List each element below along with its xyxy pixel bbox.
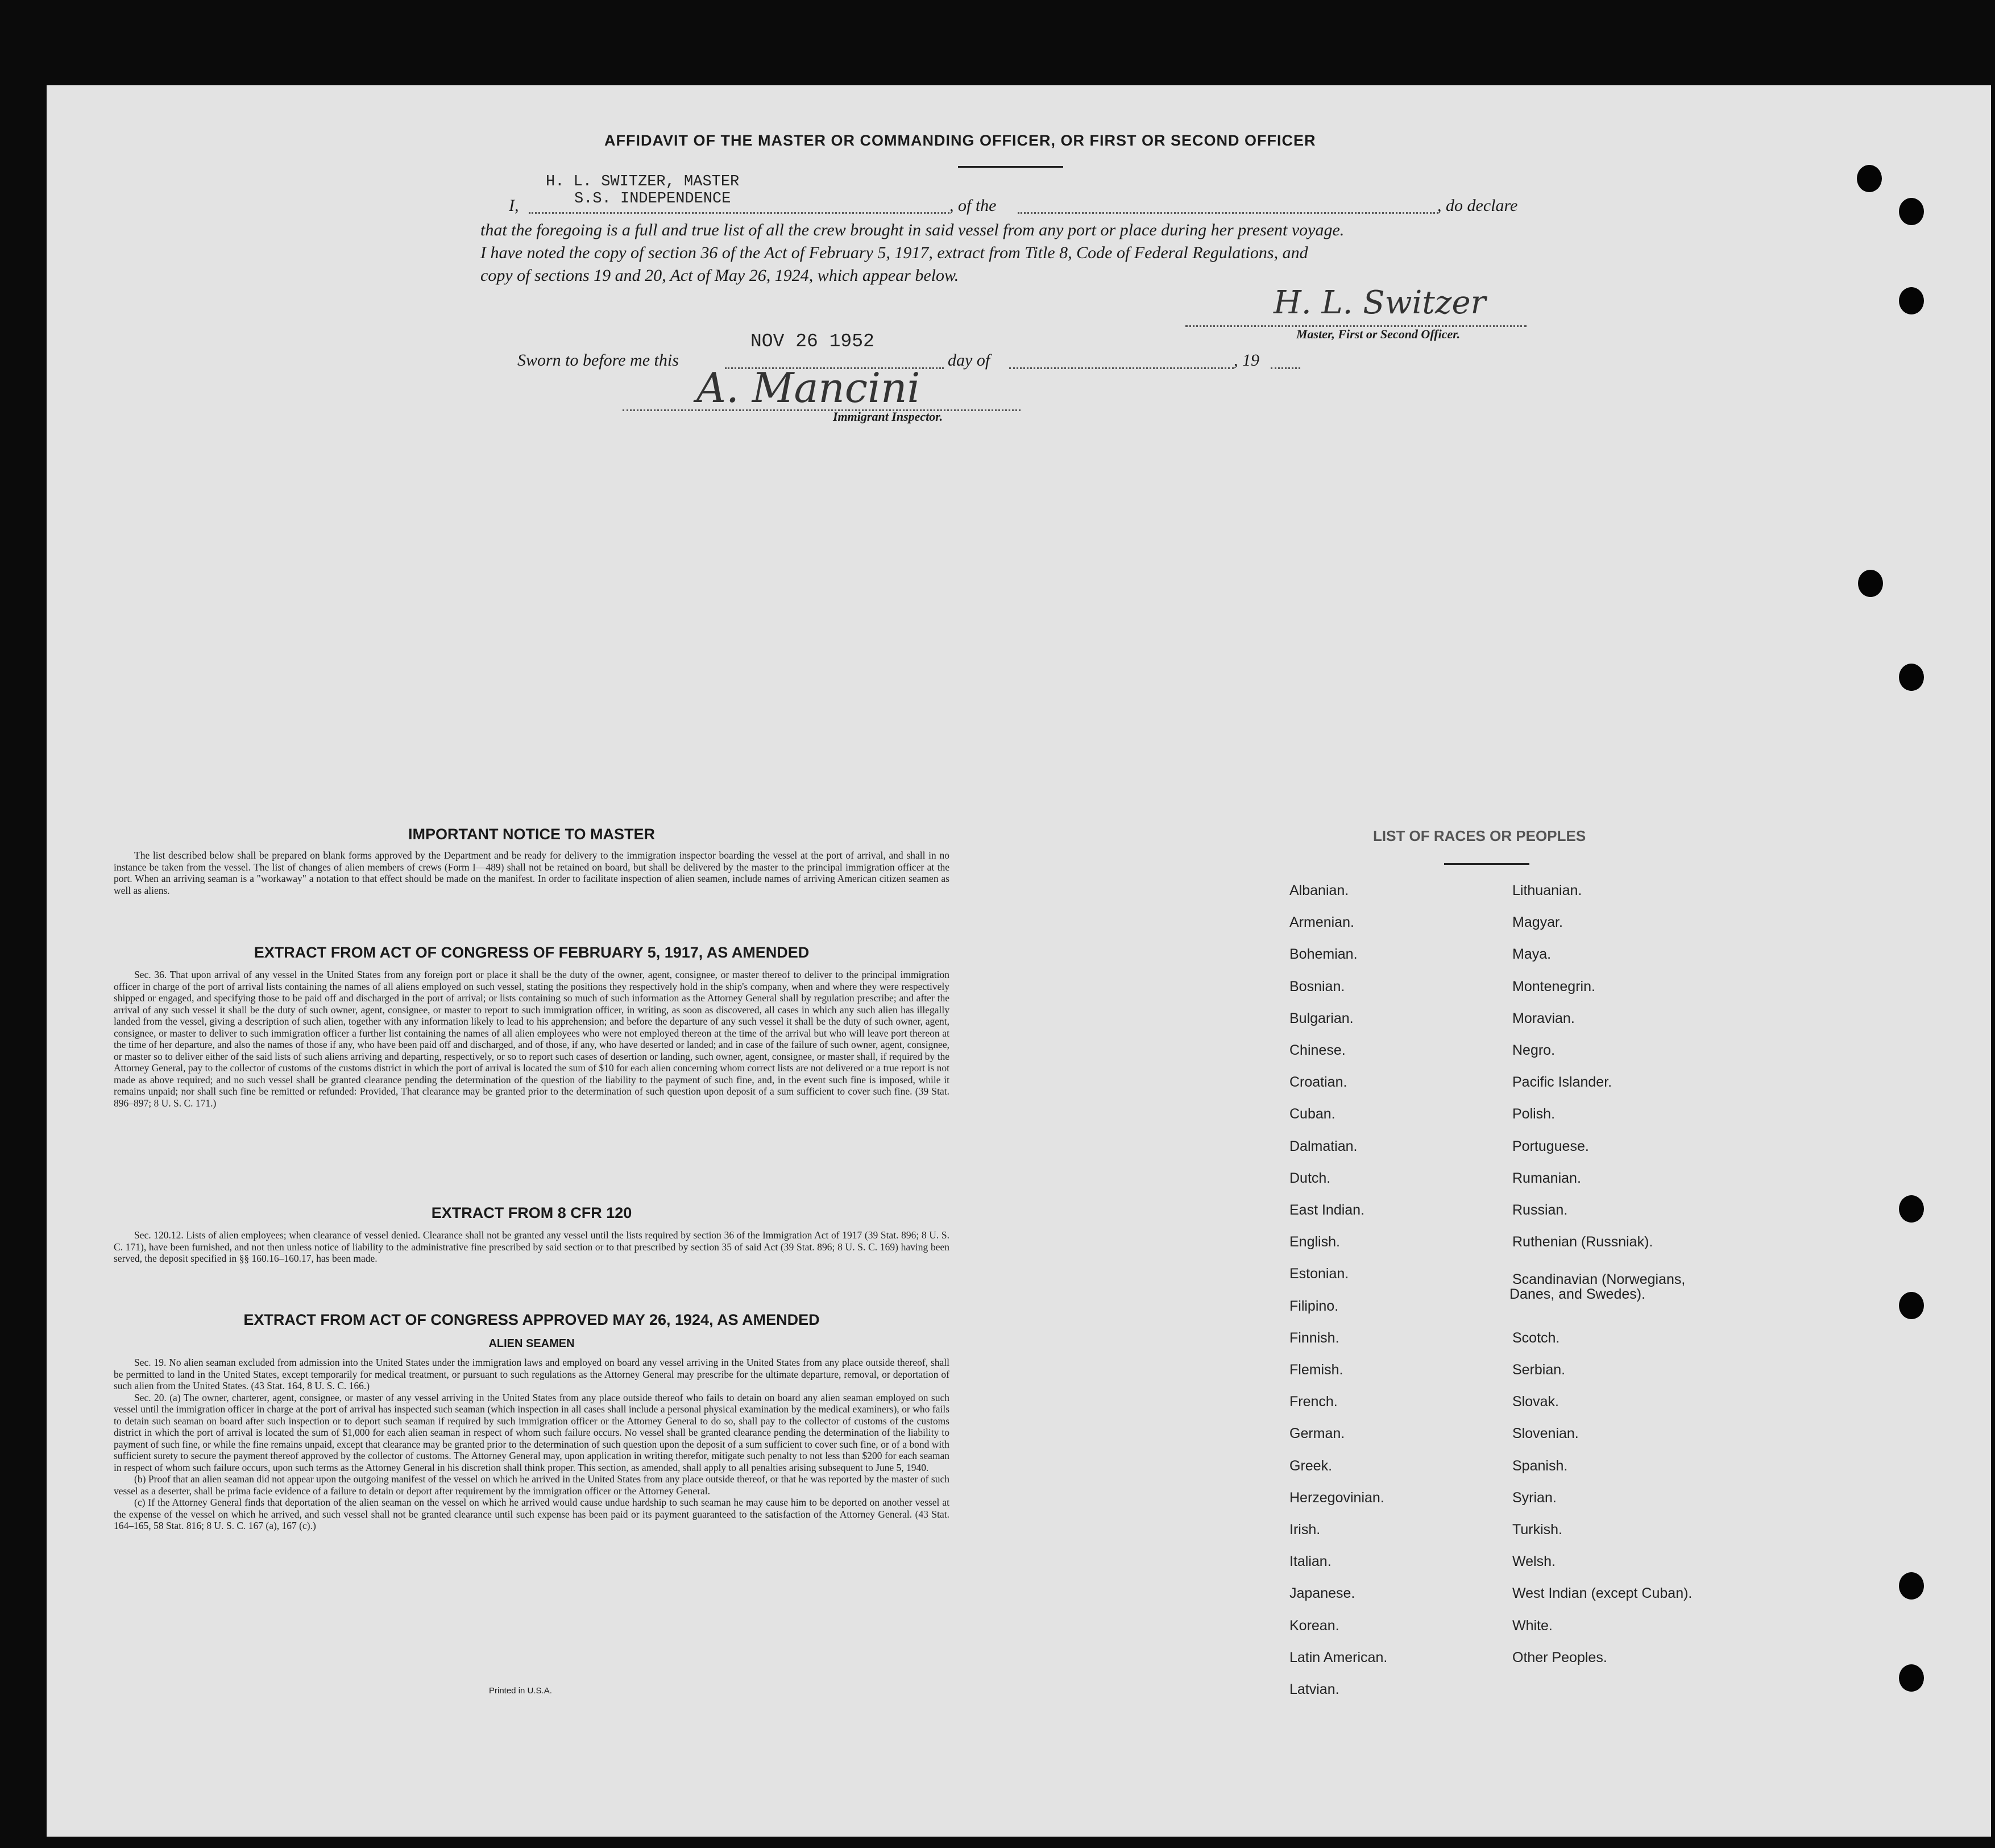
binder-hole — [1899, 1195, 1924, 1223]
race-item: Finnish. — [1289, 1330, 1339, 1346]
inspector-signature: A. Mancini — [696, 364, 920, 412]
race-item: Italian. — [1289, 1553, 1332, 1569]
race-item: Croatian. — [1289, 1074, 1347, 1090]
declarant-label: I, — [509, 196, 519, 215]
day-of-line — [1009, 367, 1234, 369]
race-item: Japanese. — [1289, 1585, 1355, 1601]
declarant-line — [529, 212, 949, 214]
extract-1924-paragraph: (b) Proof that an alien seaman did not appear upon the outgoing manifest of the vessel on which he arrived in the United States from any place outside thereof, or that he was reported by the master of such vessel as a deserter, shall be prima facie evidence of a failure to detain or deport after requirement by the immigration officer or the Attorney General. — [114, 1473, 949, 1497]
vessel-line — [1018, 212, 1438, 214]
extract-1917-text — [114, 969, 949, 1109]
binder-hole — [1899, 198, 1924, 225]
race-item: Scandinavian (Norwegians, — [1512, 1271, 1686, 1287]
typed-vessel-name: S.S. INDEPENDENCE — [574, 190, 731, 208]
extract-cfr-paragraph: Sec. 120.12. Lists of alien employees; when clearance of vessel denied. Clearance shall not be granted any vessel until the lists required by section 36 of the Immigration Act of 1917 (39 Stat. 896; 8 U. S. C. 171), have been furnished, and not then unless notice of liability to the administrative fine prescribed by said section or to that prescribed by section 35 of said Act (39 Stat. 896; 8 U. S. C. 169) having been served, the deposit specified in §§ 160.16–160.17, has been made. — [114, 1229, 949, 1264]
year-line — [1271, 367, 1300, 369]
race-item: Irish. — [1289, 1522, 1321, 1538]
day-of-label: day of — [948, 351, 990, 370]
race-item: French. — [1289, 1394, 1338, 1410]
alien-seamen-subheading: ALIEN SEAMEN — [488, 1337, 575, 1350]
race-item: Russian. — [1512, 1202, 1568, 1218]
typed-master-name: H. L. SWITZER, MASTER — [546, 173, 740, 190]
printed-in-usa: Printed in U.S.A. — [489, 1686, 552, 1696]
date-stamp: NOV 26 1952 — [750, 331, 874, 352]
notice-paragraph: The list described below shall be prepared on blank forms approved by the Department and be ready for delivery to the immigration inspector boarding the vessel at the port of arrival, and shall in no instance be taken from the vessel. The list of changes of alien members of crews (Form I—489) shall not be retained on board, but shall be delivered by the master to the principal immigration officer at the port. When an arriving seaman is a "workaway" a notation to that effect should be made on the manifest. In order to facilitate inspection of alien seamen, include names of arriving American citizen seamen as well as aliens. — [114, 850, 949, 896]
of-the-label: , of the — [949, 196, 997, 215]
affidavit-line-3: copy of sections 19 and 20, Act of May 26, 1924, which appear below. — [480, 266, 959, 285]
race-item: Negro. — [1512, 1042, 1556, 1058]
year-label: , 19 — [1234, 351, 1259, 370]
race-item: Moravian. — [1512, 1010, 1575, 1026]
race-item: Serbian. — [1512, 1362, 1566, 1378]
race-item: Other Peoples. — [1512, 1650, 1607, 1665]
race-item: Turkish. — [1512, 1522, 1562, 1538]
race-item: Bohemian. — [1289, 946, 1358, 962]
race-item: Cuban. — [1289, 1106, 1335, 1122]
race-item: Korean. — [1289, 1618, 1339, 1634]
sworn-label: Sworn to before me this — [517, 351, 679, 370]
affidavit-line-1: that the foregoing is a full and true list of all the crew brought in said vessel from any port or place during her present voyage. — [480, 221, 1345, 239]
race-item: East Indian. — [1289, 1202, 1365, 1218]
race-item: Scotch. — [1512, 1330, 1560, 1346]
race-item: Herzegovinian. — [1289, 1490, 1384, 1506]
race-item: Lithuanian. — [1512, 882, 1582, 898]
race-item: Polish. — [1512, 1106, 1556, 1122]
extract-1924-text — [114, 1357, 949, 1532]
race-item: English. — [1289, 1234, 1340, 1250]
extract-1917-paragraph: Sec. 36. That upon arrival of any vessel in the United States from any foreign port or place it shall be the duty of the owner, agent, consignee, or master thereof to deliver to the principal immigration officer in charge of the port of arrival lists containing the names of all aliens employed on such vessel, stating the positions they respectively hold in the ship's company, when and where they were respectively shipped or engaged, and specifying those to be paid off and discharged in the port of arrival; or lists containing so much of such information as the Attorney General shall by regulation prescribe; and after the arrival of any such vessel it shall be the duty of such owner, agent, consignee, or master to report to such immigration officer, in writing, as soon as discovered, all cases in which any such alien has illegally landed from the vessel, giving a description of such alien, together with any information likely to lead to his apprehension; and before the departure of any such vessel it shall be the duty of such owner, agent, consignee, or master to deliver to such immigration officer a further list containing the names of all alien employees who were not employed thereon at the time of the arrival but who will leave port thereon at the time of her departure, and also the names of those if any, who have been paid off and discharged, and of those, if any, who have deserted or landed; and in case of the failure of such owner, agent, consignee, or master so to deliver either of the said lists of such aliens arriving and departing, respectively, or so to report such cases of desertion or landing, such owner, agent, consignee, or master shall, if required by the Attorney General, pay to the collector of customs of the customs district in which the port of arrival is located the sum of $10 for each alien concerning whom correct lists are not delivered or a true report is not made as above required; and no such vessel shall be granted clearance pending the determination of the question of the liability to the payment of such fine, and, in the event such fine is imposed, while it remains unpaid; nor shall such fine be remitted or refunded: Provided, That clearance may be granted prior to the determination of such question upon deposit of a sum sufficient to cover such fine. (39 Stat. 896–897; 8 U. S. C. 171.) — [114, 969, 949, 1109]
race-item: Ruthenian (Russniak). — [1512, 1234, 1653, 1250]
binder-hole — [1858, 570, 1883, 597]
race-item: Montenegrin. — [1512, 979, 1595, 995]
race-item: Rumanian. — [1512, 1170, 1581, 1186]
race-item: Slovenian. — [1512, 1426, 1579, 1441]
master-signature: H. L. Switzer — [1274, 284, 1486, 321]
race-item: Slovak. — [1512, 1394, 1559, 1410]
affidavit-title: AFFIDAVIT OF THE MASTER OR COMMANDING OFFICER, OR FIRST OR SECOND OFFICER — [604, 132, 1316, 149]
do-declare-label: , do declare — [1437, 196, 1518, 215]
extract-1924-heading: EXTRACT FROM ACT OF CONGRESS APPROVED MAY 26, 1924, AS AMENDED — [243, 1311, 820, 1328]
race-item: German. — [1289, 1426, 1345, 1441]
extract-cfr-text — [114, 1229, 949, 1265]
binder-hole — [1899, 1572, 1924, 1600]
binder-hole — [1857, 165, 1882, 192]
race-item: Chinese. — [1289, 1042, 1346, 1058]
race-item: Bosnian. — [1289, 979, 1345, 995]
binder-hole — [1899, 1292, 1924, 1319]
race-item: Maya. — [1512, 946, 1552, 962]
race-item: West Indian (except Cuban). — [1512, 1585, 1693, 1601]
binder-hole — [1899, 1664, 1924, 1692]
race-item: Welsh. — [1512, 1553, 1556, 1569]
extract-cfr-heading: EXTRACT FROM 8 CFR 120 — [431, 1204, 632, 1221]
affidavit-line-2: I have noted the copy of section 36 of the Act of February 5, 1917, extract from Title 8, Code of Federal Regulations, and — [480, 243, 1308, 262]
race-item: Latin American. — [1289, 1650, 1388, 1665]
races-rule — [1444, 863, 1529, 865]
race-item: Armenian. — [1289, 914, 1354, 930]
extract-1924-paragraph: Sec. 19. No alien seaman excluded from admission into the United States under the immigration laws and employed on board any vessel arriving in the United States from any place outside thereof, shall be permitted to land in the United States, except temporarily for medical treatment, or pursuant to such regulations as the Attorney General may prescribe for the ultimate departure, removal, or deportation of such alien from the United States. (43 Stat. 164, 8 U. S. C. 166.) — [114, 1357, 949, 1391]
extract-1924-paragraph: Sec. 20. (a) The owner, charterer, agent, consignee, or master of any vessel arriving in the United States from any place outside thereof who fails to detain on board any alien seaman employed on such vessel until the immigration officer in charge at the port of arrival has inspected such seaman (which inspection in all cases shall include a personal physical examination by the medical examiners), or who fails to detain such seaman on board after such inspection or to deport such seaman if required by such immigration officer or the Attorney General to do so, shall pay to the collector of customs of the customs district in which the port of arrival is located the sum of $1,000 for each alien seaman in respect of whom such failure occurs. No vessel shall be granted clearance pending the determination of the liability to payment of such fine, or while the fine remains unpaid, except that clearance may be granted prior to the determination of such question upon the deposit of a sum sufficient to cover such fine, or of a bond with sufficient surety to secure the payment thereof approved by the collector of customs. The Attorney General may, upon application in writing therefor, mitigate such penalty to not less than $200 for each seaman in respect of whom such failure occurs, upon such terms as the Attorney General in his discretion shall think proper. This section, as amended, shall apply to all penalties arising subsequent to June 5, 1940. — [114, 1391, 949, 1473]
race-item: Syrian. — [1512, 1490, 1557, 1506]
race-item: Latvian. — [1289, 1681, 1339, 1697]
race-item: Albanian. — [1289, 882, 1349, 898]
master-label: Master, First or Second Officer. — [1296, 327, 1461, 341]
race-item: Pacific Islander. — [1512, 1074, 1612, 1090]
notice-heading: IMPORTANT NOTICE TO MASTER — [408, 826, 655, 843]
race-item: Magyar. — [1512, 914, 1563, 930]
binder-hole — [1899, 287, 1924, 314]
race-item: Greek. — [1289, 1458, 1333, 1474]
race-item: Flemish. — [1289, 1362, 1343, 1378]
race-item: Dutch. — [1289, 1170, 1331, 1186]
extract-1924-paragraph: (c) If the Attorney General finds that deportation of the alien seaman on the vessel on which he arrived would cause undue hardship to such seaman he may cause him to be deported on another vessel at the expense of the vessel on which he arrived, and such vessel shall not be granted clearance until such expense has been paid or its payment guaranteed to the satisfaction of the Attorney General. (43 Stat. 164–165, 58 Stat. 816; 8 U. S. C. 167 (a), 167 (c).) — [114, 1497, 949, 1531]
race-item: Portuguese. — [1512, 1138, 1589, 1154]
title-rule — [958, 166, 1063, 168]
notice-text — [114, 850, 949, 896]
race-item: Filipino. — [1289, 1298, 1339, 1314]
race-item: Danes, and Swedes). — [1509, 1286, 1646, 1302]
extract-1917-heading: EXTRACT FROM ACT OF CONGRESS OF FEBRUARY 5, 1917, AS AMENDED — [254, 944, 810, 961]
races-heading: LIST OF RACES OR PEOPLES — [1373, 827, 1586, 844]
inspector-label: Immigrant Inspector. — [833, 409, 943, 424]
race-item: White. — [1512, 1618, 1553, 1634]
binder-hole — [1899, 664, 1924, 691]
race-item: Dalmatian. — [1289, 1138, 1358, 1154]
race-item: Spanish. — [1512, 1458, 1568, 1474]
race-item: Bulgarian. — [1289, 1010, 1354, 1026]
race-item: Estonian. — [1289, 1266, 1349, 1282]
